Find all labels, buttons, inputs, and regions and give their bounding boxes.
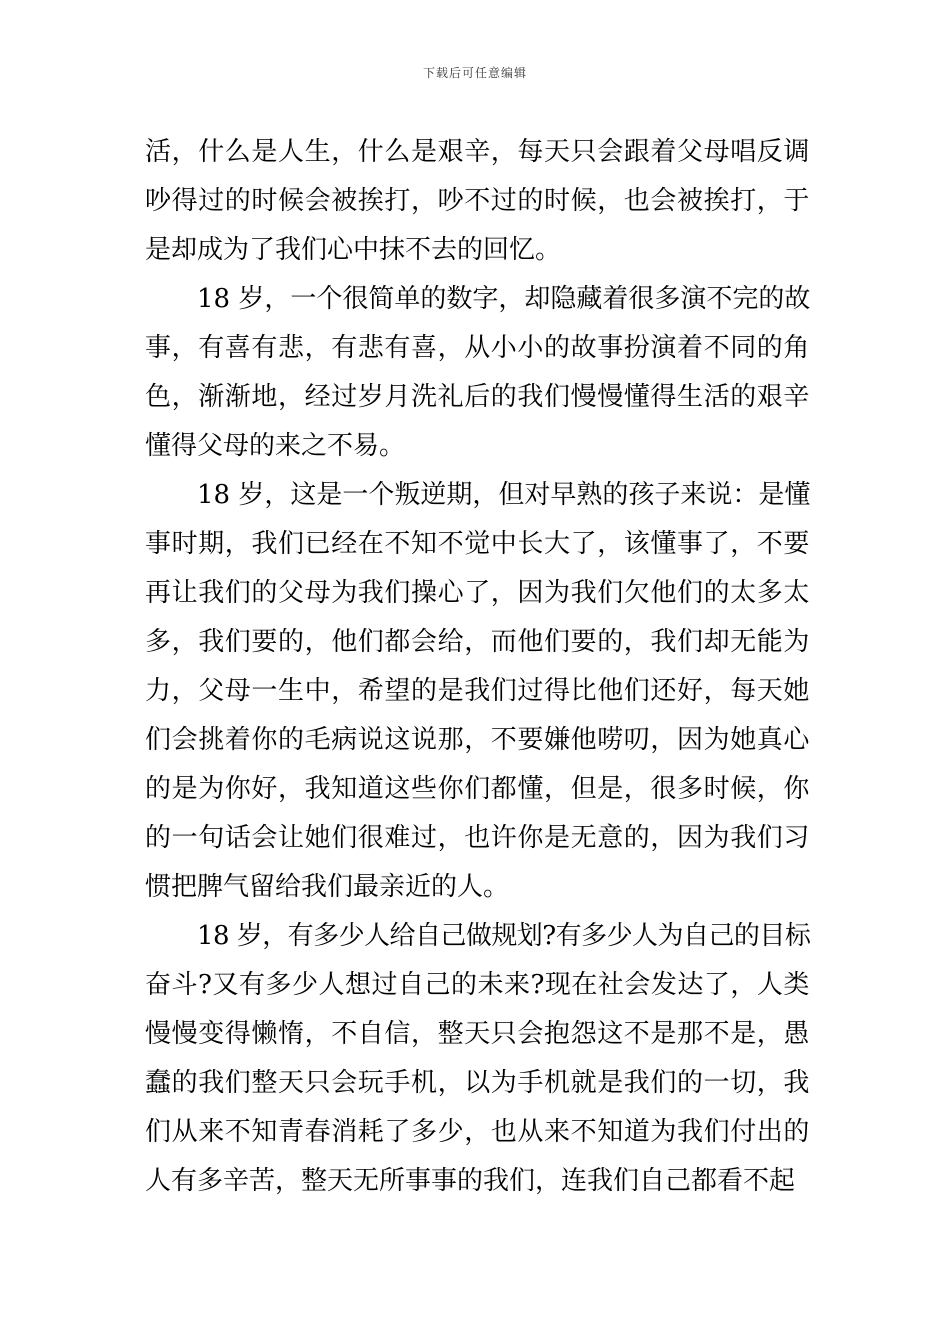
text-line: 吵得过的时候会被挨打，吵不过的时候，也会被挨打，于 [145,186,811,216]
text-line: 的一句话会让她们很难过，也许你是无意的，因为我们习 [145,823,811,853]
text-line: 是却成为了我们心中抹不去的回忆。 [145,235,562,265]
text-line: 活，什么是人生，什么是艰辛，每天只会跟着父母唱反调 [145,137,811,167]
text-line: 蠢的我们整天只会玩手机，以为手机就是我们的一切，我 [145,1068,811,1098]
text-line: 惯把脾气留给我们最亲近的人。 [145,872,510,902]
text-line: 色，渐渐地，经过岁月洗礼后的我们慢慢懂得生活的艰辛 [145,382,811,412]
paragraph-first-line: 18 岁，有多少人给自己做规划?有多少人为自己的目标 [197,921,811,951]
text-line: 事，有喜有悲，有悲有喜，从小小的故事扮演着不同的角 [145,333,811,363]
text-line: 多，我们要的，他们都会给，而他们要的，我们却无能为 [145,627,811,657]
text-line: 再让我们的父母为我们操心了，因为我们欠他们的太多太 [145,578,811,608]
text-line: 的是为你好，我知道这些你们都懂，但是，很多时候，你 [145,774,811,804]
text-line: 们会挑着你的毛病说这说那，不要嫌他唠叨，因为她真心 [145,725,811,755]
paragraph-first-line: 18 岁，一个很简单的数字，却隐藏着很多演不完的故 [197,284,811,314]
text-line: 奋斗?又有多少人想过自己的未来?现在社会发达了，人类 [145,970,810,1000]
text-line: 懂得父母的来之不易。 [145,431,406,461]
text-line: 力，父母一生中，希望的是我们过得比他们还好，每天她 [145,676,811,706]
text-line: 人有多辛苦，整天无所事事的我们，连我们自己都看不起 [145,1166,796,1196]
page-header: 下载后可任意编辑 [422,66,527,80]
text-line: 事时期，我们已经在不知不觉中长大了，该懂事了，不要 [145,529,811,559]
text-line: 慢慢变得懒惰，不自信，整天只会抱怨这不是那不是，愚 [145,1019,811,1049]
body-text [145,128,810,1206]
paragraph-first-line: 18 岁，这是一个叛逆期，但对早熟的孩子来说：是懂 [197,480,811,510]
text-line: 们从来不知青春消耗了多少，也从来不知道为我们付出的 [145,1117,811,1147]
